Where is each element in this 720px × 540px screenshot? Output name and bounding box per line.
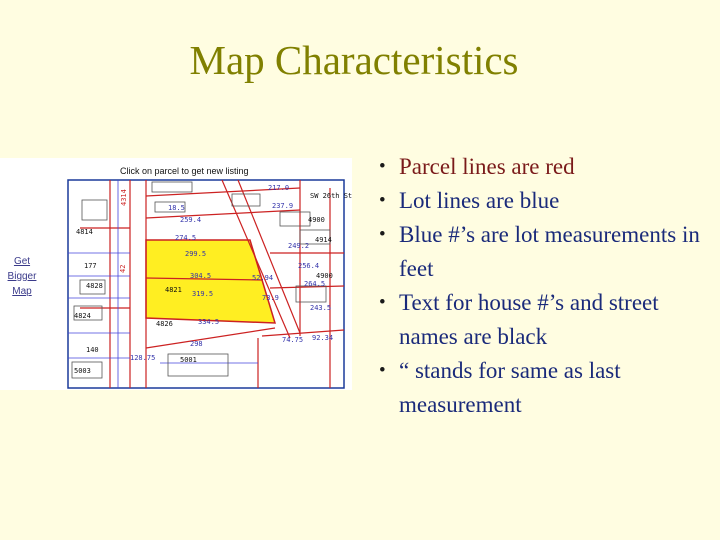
bullet-dot-icon: •	[379, 360, 386, 381]
bullet-item	[370, 218, 710, 286]
bullet-text: Lot lines are blue	[399, 188, 560, 213]
svg-text:298: 298	[190, 340, 203, 348]
bigger-map-line: Get	[13, 256, 31, 267]
svg-text:4826: 4826	[156, 320, 173, 328]
svg-text:256.4: 256.4	[298, 262, 320, 270]
get-bigger-map-link[interactable]	[4, 254, 40, 299]
svg-text:299.5: 299.5	[185, 250, 207, 258]
svg-text:4828: 4828	[86, 282, 103, 290]
svg-text:4824: 4824	[74, 312, 91, 320]
svg-text:177: 177	[84, 262, 97, 270]
svg-text:264.5: 264.5	[304, 280, 326, 288]
svg-text:4914: 4914	[315, 236, 332, 244]
bullet-dot-icon: •	[379, 224, 386, 245]
bullet-item	[370, 354, 710, 422]
bullet-text: Blue #’s are lot measurements in feet	[399, 222, 700, 281]
bullet-text: “ stands for same as last measurement	[399, 358, 621, 417]
svg-text:92.34: 92.34	[312, 334, 334, 342]
bullet-text: Parcel lines are red	[399, 154, 575, 179]
slide-title: Map Characteristics	[189, 37, 519, 83]
bigger-map-line: Map	[12, 286, 32, 297]
bullet-item	[370, 150, 710, 184]
svg-text:18.5: 18.5	[168, 204, 185, 212]
bigger-map-line: Bigger	[7, 271, 37, 282]
svg-text:334.5: 334.5	[198, 318, 220, 326]
svg-text:52.94: 52.94	[252, 274, 274, 282]
svg-text:5003: 5003	[74, 367, 91, 375]
bullet-dot-icon: •	[379, 190, 386, 211]
parcel-map-drawing[interactable]	[0, 158, 352, 390]
svg-text:249.2: 249.2	[288, 242, 310, 250]
svg-text:304.5: 304.5	[190, 272, 212, 280]
bullet-text: Text for house #’s and street names are black	[399, 290, 659, 349]
svg-text:4900: 4900	[316, 272, 333, 280]
svg-text:SW 26th St: SW 26th St	[310, 192, 352, 200]
bullet-dot-icon: •	[379, 156, 386, 177]
svg-text:237.9: 237.9	[272, 202, 294, 210]
svg-text:4821: 4821	[165, 286, 182, 294]
svg-text:4900: 4900	[308, 216, 325, 224]
svg-text:4814: 4814	[76, 228, 93, 236]
svg-text:274.5: 274.5	[175, 234, 197, 242]
svg-text:217.0: 217.0	[268, 184, 290, 192]
bullet-dot-icon: •	[379, 292, 386, 313]
parcel-map-image[interactable]	[0, 158, 352, 390]
bullet-item	[370, 286, 710, 354]
svg-text:319.5: 319.5	[192, 290, 214, 298]
map-header: Click on parcel to get new listing	[120, 166, 249, 176]
svg-text:74.75: 74.75	[282, 336, 304, 344]
svg-text:5001: 5001	[180, 356, 197, 364]
svg-text:243.5: 243.5	[310, 304, 332, 312]
svg-text:42: 42	[119, 264, 127, 273]
svg-text:4314: 4314	[120, 189, 128, 206]
svg-text:140: 140	[86, 346, 99, 354]
svg-text:259.4: 259.4	[180, 216, 202, 224]
svg-text:128.75: 128.75	[130, 354, 156, 362]
bullet-list	[370, 150, 710, 422]
svg-text:73.9: 73.9	[262, 294, 279, 302]
bullet-item	[370, 184, 710, 218]
